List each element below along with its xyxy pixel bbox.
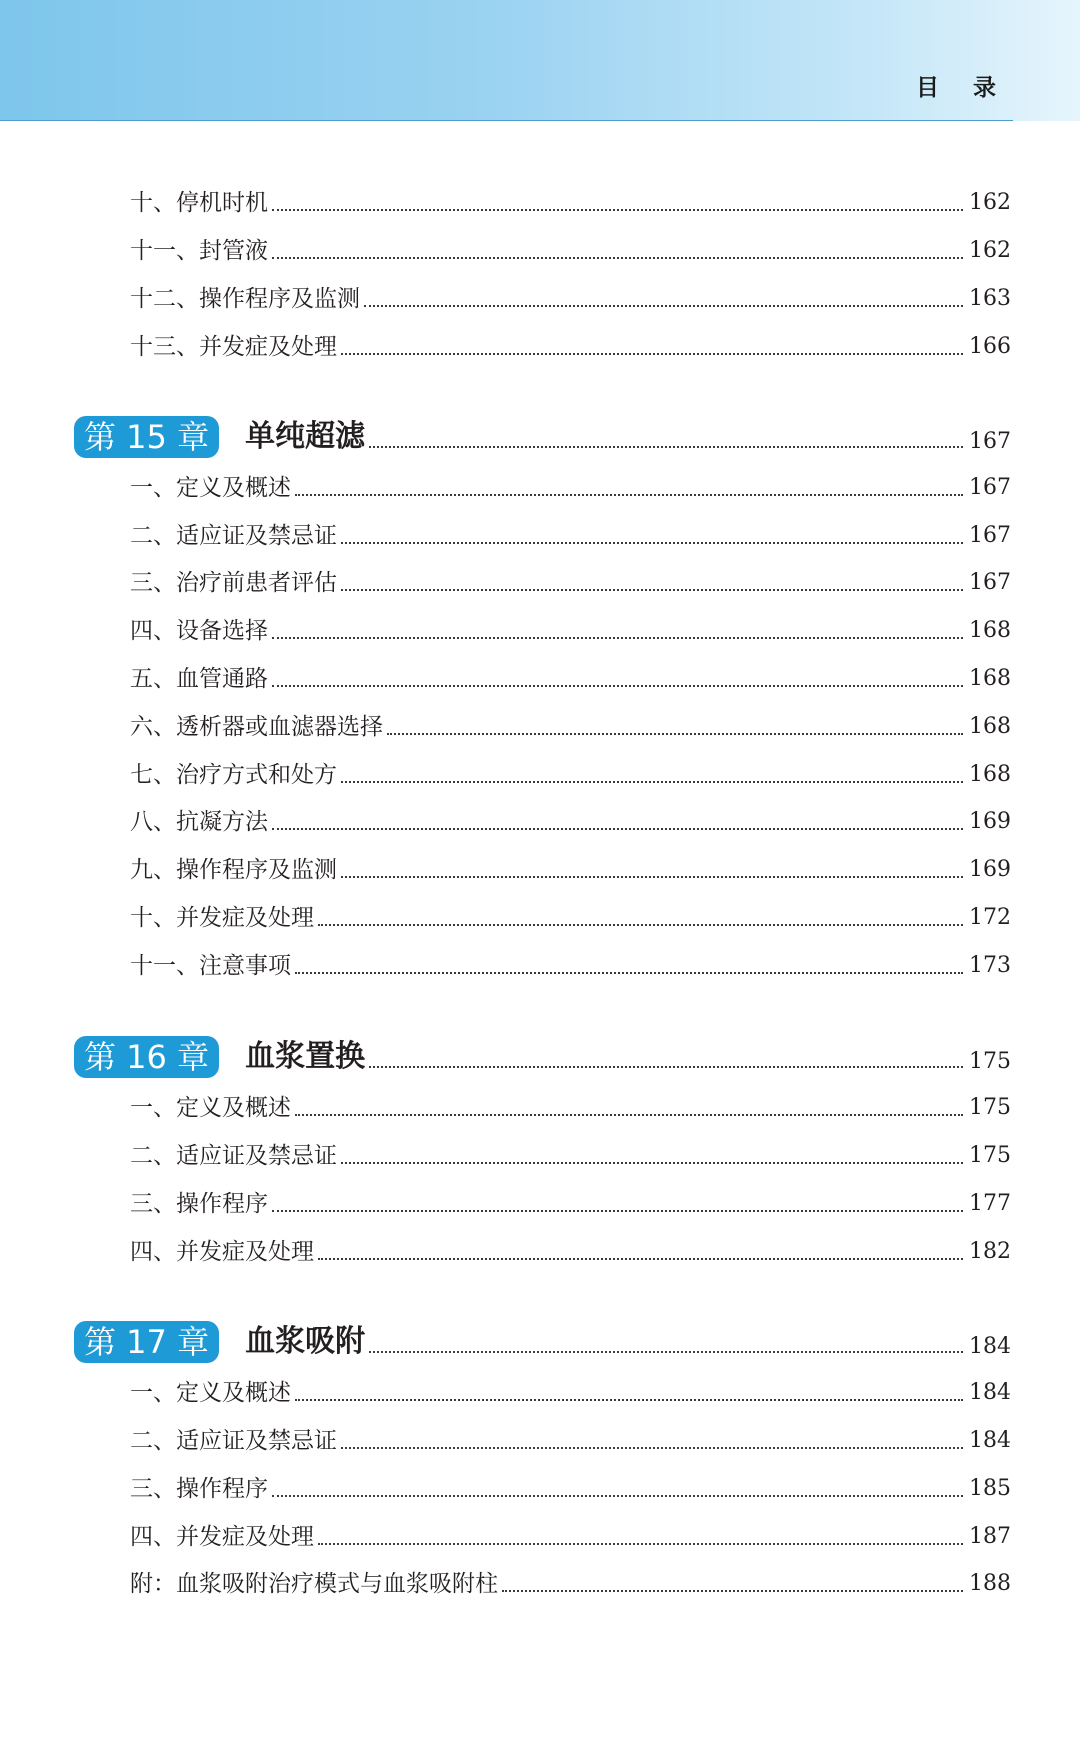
entry-title: 四、并发症及处理 [130, 1524, 314, 1550]
entry-title: 二、适应证及禁忌证 [130, 1143, 337, 1169]
toc-entry[interactable] [130, 187, 1011, 219]
dot-leader [387, 733, 963, 735]
entry-title: 二、适应证及禁忌证 [130, 523, 337, 549]
entry-title: 四、并发症及处理 [130, 1239, 314, 1265]
entry-title: 三、治疗前患者评估 [130, 570, 337, 596]
entry-title: 五、血管通路 [130, 666, 268, 692]
dot-leader [318, 1543, 963, 1545]
page-number: 187 [969, 1524, 1011, 1549]
page-number: 163 [969, 286, 1011, 311]
dot-leader [318, 924, 963, 926]
dot-leader [364, 305, 963, 307]
page-number: 173 [969, 953, 1011, 978]
page-number: 169 [969, 857, 1011, 882]
toc-entry[interactable] [130, 902, 1011, 934]
entry-title: 附：血浆吸附治疗模式与血浆吸附柱 [130, 1571, 498, 1597]
page-number: 167 [969, 429, 1011, 454]
page-number: 184 [969, 1334, 1011, 1359]
page-number: 188 [969, 1571, 1011, 1596]
toc-entry[interactable] [130, 472, 1011, 504]
toc-entry[interactable] [130, 1236, 1011, 1268]
entry-title: 三、操作程序 [130, 1476, 268, 1502]
toc-entry[interactable] [130, 1425, 1011, 1457]
chapter-title: 血浆置换 [245, 1039, 366, 1074]
dot-leader [341, 876, 963, 878]
toc-entry[interactable] [130, 331, 1011, 363]
page-number: 167 [969, 475, 1011, 500]
dot-leader [502, 1590, 963, 1592]
dot-leader [295, 1114, 963, 1116]
page-number: 168 [969, 714, 1011, 739]
dot-leader [318, 1258, 963, 1260]
toc-entry[interactable] [130, 283, 1011, 315]
toc-entry[interactable] [130, 1140, 1011, 1172]
entry-title: 二、适应证及禁忌证 [130, 1428, 337, 1454]
dot-leader [295, 972, 963, 974]
toc-entry[interactable] [130, 759, 1011, 791]
entry-title: 十一、封管液 [130, 238, 268, 264]
entry-title: 八、抗凝方法 [130, 809, 268, 835]
entry-title: 一、定义及概述 [130, 1380, 291, 1406]
page-number: 166 [969, 334, 1011, 359]
chapter-heading[interactable] [74, 412, 1011, 458]
dot-leader [369, 1066, 963, 1068]
entry-title: 十三、并发症及处理 [130, 334, 337, 360]
chapter-heading[interactable] [74, 1317, 1011, 1363]
dot-leader [272, 1210, 963, 1212]
entry-title: 七、治疗方式和处方 [130, 762, 337, 788]
toc-entry[interactable] [130, 520, 1011, 552]
page-number: 169 [969, 809, 1011, 834]
entry-title: 十、并发症及处理 [130, 905, 314, 931]
chapter-heading[interactable] [74, 1032, 1011, 1078]
dot-leader [341, 353, 963, 355]
toc-entry[interactable] [130, 711, 1011, 743]
chapter-title: 单纯超滤 [245, 419, 366, 454]
dot-leader [272, 828, 963, 830]
page-number: 175 [969, 1095, 1011, 1120]
dot-leader [272, 685, 963, 687]
toc-entry[interactable] [130, 1092, 1011, 1124]
dot-leader [272, 209, 963, 211]
page-number: 162 [969, 238, 1011, 263]
dot-leader [341, 1162, 963, 1164]
entry-title: 十二、操作程序及监测 [130, 286, 360, 312]
entry-title: 六、透析器或血滤器选择 [130, 714, 383, 740]
toc-entry[interactable] [130, 1568, 1011, 1600]
toc-entry[interactable] [130, 1188, 1011, 1220]
page-number: 168 [969, 618, 1011, 643]
page-number: 172 [969, 905, 1011, 930]
dot-leader [341, 1447, 963, 1449]
dot-leader [341, 542, 963, 544]
dot-leader [295, 1399, 963, 1401]
entry-title: 十一、注意事项 [130, 953, 291, 979]
toc-entry[interactable] [130, 615, 1011, 647]
toc-entry[interactable] [130, 806, 1011, 838]
dot-leader [369, 1351, 963, 1353]
toc-entry[interactable] [130, 1473, 1011, 1505]
page-number: 177 [969, 1191, 1011, 1216]
chapter-number-badge: 第 15 章 [74, 416, 219, 458]
toc-entry[interactable] [130, 567, 1011, 599]
dot-leader [341, 781, 963, 783]
page-number: 184 [969, 1380, 1011, 1405]
entry-title: 十、停机时机 [130, 190, 268, 216]
toc-entry[interactable] [130, 1377, 1011, 1409]
entry-title: 四、设备选择 [130, 618, 268, 644]
page-number: 168 [969, 762, 1011, 787]
page-title: 目录 [916, 75, 1030, 101]
entry-title: 一、定义及概述 [130, 1095, 291, 1121]
dot-leader [295, 494, 963, 496]
dot-leader [369, 446, 963, 448]
page-number: 184 [969, 1428, 1011, 1453]
page-number: 168 [969, 666, 1011, 691]
toc-entry[interactable] [130, 854, 1011, 886]
toc-entry[interactable] [130, 235, 1011, 267]
toc-entry[interactable] [130, 663, 1011, 695]
page-number: 185 [969, 1476, 1011, 1501]
entry-title: 九、操作程序及监测 [130, 857, 337, 883]
page-number: 167 [969, 523, 1011, 548]
entry-title: 一、定义及概述 [130, 475, 291, 501]
chapter-number-badge: 第 17 章 [74, 1321, 219, 1363]
dot-leader [272, 637, 963, 639]
toc-entry[interactable] [130, 950, 1011, 982]
dot-leader [272, 1495, 963, 1497]
page-number: 182 [969, 1239, 1011, 1264]
chapter-title: 血浆吸附 [245, 1324, 366, 1359]
dot-leader [272, 257, 963, 259]
dot-leader [341, 589, 963, 591]
page-number: 175 [969, 1143, 1011, 1168]
page-number: 175 [969, 1049, 1011, 1074]
entry-title: 三、操作程序 [130, 1191, 268, 1217]
page-number: 162 [969, 190, 1011, 215]
toc-entry[interactable] [130, 1521, 1011, 1553]
chapter-number-badge: 第 16 章 [74, 1036, 219, 1078]
page-number: 167 [969, 570, 1011, 595]
